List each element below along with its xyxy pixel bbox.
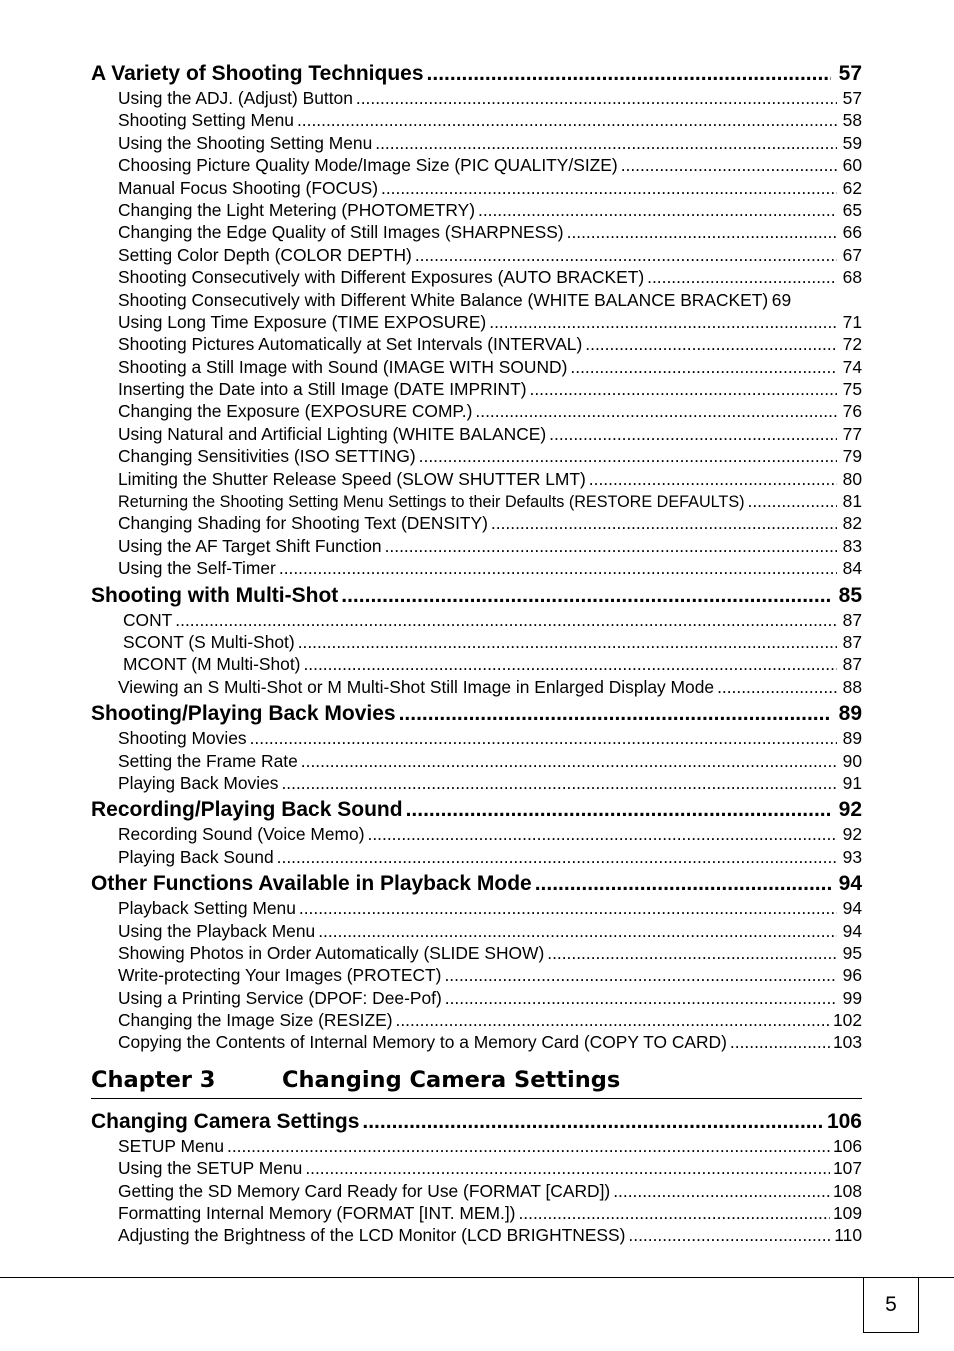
dot-leader [406, 797, 831, 823]
toc-entry [91, 676, 862, 698]
footer-rule [0, 1277, 954, 1278]
toc-entry [91, 154, 862, 176]
toc-entry-title: Changing Shading for Shooting Text (DENSITY) [118, 513, 488, 534]
toc-page-number: 85 [838, 583, 862, 607]
toc-entry-title: Shooting a Still Image with Sound (IMAGE WITH SOUND) [118, 356, 568, 377]
dot-leader [489, 311, 837, 333]
toc-entry [91, 964, 862, 986]
dot-leader [444, 964, 837, 986]
toc-entry [91, 846, 862, 868]
toc-entry-title: Using the Playback Menu [118, 920, 316, 941]
toc-section [91, 871, 862, 897]
toc-page-number: 82 [842, 513, 862, 534]
toc-section [91, 701, 862, 727]
toc-entry [91, 221, 862, 243]
toc-page-number: 80 [842, 468, 862, 489]
toc-page-number: 58 [842, 110, 862, 131]
dot-leader [567, 221, 837, 243]
dot-leader [717, 676, 837, 698]
toc-entry [91, 87, 862, 109]
toc-page-number: 77 [842, 423, 862, 444]
toc-entry [91, 1202, 862, 1224]
toc-page-number: 87 [842, 609, 862, 630]
toc-entry [91, 727, 862, 749]
dot-leader [279, 557, 837, 579]
dot-leader [589, 468, 837, 490]
toc-entry [91, 132, 862, 154]
dot-leader [368, 823, 838, 845]
dot-leader [305, 1157, 830, 1179]
dot-leader [530, 378, 838, 400]
toc-entry-title: Using the SETUP Menu [118, 1158, 303, 1179]
chapter-number: Chapter 3 [91, 1066, 216, 1093]
dot-leader [613, 1180, 830, 1202]
toc-entry-title: Changing the Light Metering (PHOTOMETRY) [118, 199, 475, 220]
toc-entry-title: Other Functions Available in Playback Mode [91, 872, 532, 896]
toc-entry-title: Setting Color Depth (COLOR DEPTH) [118, 244, 412, 265]
toc-page-number: 66 [842, 222, 862, 243]
toc-page-number: 87 [842, 654, 862, 675]
toc-entry-title: Using a Printing Service (DPOF: Dee-Pof) [118, 987, 442, 1008]
toc-page-number: 110 [834, 1225, 862, 1246]
toc-entry [91, 199, 862, 221]
dot-leader [647, 266, 837, 288]
toc-entry [91, 772, 862, 794]
toc-entry-title: Showing Photos in Order Automatically (SLIDE SHOW) [118, 942, 545, 963]
toc-page-number: 95 [842, 942, 862, 963]
toc-page-number: 94 [838, 872, 862, 896]
dot-leader [299, 897, 837, 919]
toc-entry-title: Using the ADJ. (Adjust) Button [118, 88, 353, 108]
dot-leader [341, 583, 831, 609]
toc-entry [91, 468, 862, 490]
toc-entry-title: Using Natural and Artificial Lighting (WHITE BALANCE) [118, 423, 547, 444]
toc-entry-title: Playing Back Movies [118, 772, 279, 793]
toc-page-number: 89 [842, 728, 862, 749]
dot-leader [356, 87, 837, 109]
toc-entry-title: Shooting Consecutively with Different Exposures (AUTO BRACKET) [118, 267, 645, 288]
toc-page-number: 99 [842, 987, 862, 1008]
dot-leader [318, 920, 837, 942]
toc-entry-title: Shooting Consecutively with Different White Balance (WHITE BALANCE BRACKET) [118, 289, 769, 310]
toc-page-number: 92 [838, 798, 862, 822]
dot-leader [628, 1224, 831, 1246]
toc-entry [91, 750, 862, 772]
toc-entry [91, 289, 862, 311]
toc-page-number: 96 [842, 965, 862, 986]
dot-leader [277, 846, 837, 868]
toc-page-number: 68 [842, 267, 862, 288]
toc-entry-title: Viewing an S Multi-Shot or M Multi-Shot Still Image in Enlarged Display Mode [118, 676, 715, 697]
toc-entry [91, 557, 862, 579]
toc-page-number: 107 [832, 1158, 862, 1179]
toc-page-number: 93 [842, 846, 862, 867]
toc-page-number: 84 [842, 558, 862, 579]
toc-section [91, 797, 862, 823]
toc-entry-title: Changing the Image Size (RESIZE) [118, 1010, 393, 1031]
toc-entry-title: Setting the Frame Rate [118, 750, 298, 771]
toc-section [91, 61, 862, 87]
toc-page-number: 94 [842, 898, 862, 919]
dot-leader [303, 653, 837, 675]
toc-entry-title: Limiting the Shutter Release Speed (SLOW SHUTTER LMT) [118, 468, 586, 489]
toc-entry-title: Playback Setting Menu [118, 898, 296, 919]
toc-page-number: 72 [842, 334, 862, 355]
toc-page-number: 74 [842, 356, 862, 377]
toc-page-number: 76 [842, 401, 862, 422]
toc-entry [91, 920, 862, 942]
toc-entry [91, 378, 862, 400]
toc-page-number: 67 [842, 244, 862, 265]
toc-entry-title: Using the Shooting Setting Menu [118, 132, 373, 153]
toc-entry-title: Using the AF Target Shift Function [118, 535, 382, 556]
toc-entry-title: A Variety of Shooting Techniques [91, 62, 424, 85]
dot-leader [730, 1031, 830, 1053]
toc-entry [91, 333, 862, 355]
toc-page-number: 57 [838, 62, 862, 85]
toc-page-number: 88 [842, 676, 862, 697]
toc-entry-title: Inserting the Date into a Still Image (DATE IMPRINT) [118, 379, 527, 400]
dot-leader [362, 1109, 824, 1135]
toc-entry-title: Shooting Setting Menu [118, 110, 294, 131]
toc-entry-title: Playing Back Sound [118, 846, 274, 867]
toc-entry-title: Shooting with Multi-Shot [91, 583, 339, 607]
toc-entry-title: Shooting/Playing Back Movies [91, 702, 396, 726]
dot-leader [748, 490, 837, 512]
toc-entry [91, 177, 862, 199]
toc-page-number: 79 [842, 446, 862, 467]
toc-entry [91, 1135, 862, 1157]
toc-entry-title: Formatting Internal Memory (FORMAT [INT. MEM.]) [118, 1203, 516, 1224]
toc-entry-title: Recording Sound (Voice Memo) [118, 824, 365, 845]
toc-entry [91, 987, 862, 1009]
toc-page-number: 108 [832, 1180, 862, 1201]
toc-entry-title: Using Long Time Exposure (TIME EXPOSURE) [118, 311, 487, 332]
dot-leader [227, 1135, 830, 1157]
dot-leader [547, 942, 837, 964]
dot-leader [415, 244, 837, 266]
toc-entry [91, 631, 862, 653]
dot-leader [585, 333, 837, 355]
toc-page-number: 102 [832, 1010, 862, 1031]
toc-entry [91, 1031, 862, 1053]
toc-page-number: 59 [842, 132, 862, 153]
toc-entry [91, 244, 862, 266]
toc-page-number: 60 [842, 155, 862, 176]
toc-page-number: 87 [842, 631, 862, 652]
toc-entry [91, 1157, 862, 1179]
dot-leader [381, 177, 837, 199]
toc-entry-title: MCONT (M Multi-Shot) [123, 654, 301, 675]
dot-leader [396, 1009, 830, 1031]
toc-entry-title: Recording/Playing Back Sound [91, 798, 403, 822]
page-number: 5 [863, 1277, 919, 1333]
toc-entry-title: Changing Camera Settings [91, 1109, 360, 1133]
dot-leader [491, 512, 837, 534]
dot-leader [445, 987, 837, 1009]
toc-entry [91, 1224, 862, 1246]
toc-page-number: 89 [838, 702, 862, 726]
toc-entry [91, 609, 862, 631]
toc-entry-title: CONT [123, 609, 173, 630]
toc-section [91, 583, 862, 609]
dot-leader [399, 701, 831, 727]
dot-leader [419, 445, 837, 467]
toc-entry [91, 897, 862, 919]
toc-page-number: 83 [842, 535, 862, 556]
toc-entry-title: Changing the Exposure (EXPOSURE COMP.) [118, 401, 473, 422]
toc-page-number: 71 [842, 311, 862, 332]
dot-leader [535, 871, 831, 897]
toc-entry-title: Returning the Shooting Setting Menu Settings to their Defaults (RESTORE DEFAULTS) [118, 493, 745, 512]
toc-page-number: 65 [842, 199, 862, 220]
toc-entry [91, 423, 862, 445]
toc-page-number: 92 [842, 824, 862, 845]
dot-leader [570, 356, 837, 378]
toc-entry [91, 653, 862, 675]
toc-entry [91, 445, 862, 467]
dot-leader [427, 61, 831, 87]
toc-entry-title: Using the Self-Timer [118, 558, 276, 579]
toc-page-number: 62 [842, 177, 862, 198]
toc-entry [91, 400, 862, 422]
toc-page-number: 106 [826, 1109, 862, 1133]
toc-entry [91, 1009, 862, 1031]
toc-entry [91, 535, 862, 557]
dot-leader [297, 109, 837, 131]
toc-section [91, 1109, 862, 1135]
dot-leader [518, 1202, 830, 1224]
toc-page-number: 81 [842, 491, 862, 512]
dot-leader [175, 609, 837, 631]
toc-entry [91, 356, 862, 378]
toc-entry-title: Getting the SD Memory Card Ready for Use (FORMAT [CARD]) [118, 1180, 611, 1201]
toc-entry-title: Changing Sensitivities (ISO SETTING) [118, 446, 416, 467]
table-of-contents [91, 58, 862, 1247]
toc-entry [91, 512, 862, 534]
toc-page-number: 91 [842, 772, 862, 793]
dot-leader [281, 772, 837, 794]
toc-entry [91, 1180, 862, 1202]
toc-entry [91, 490, 862, 512]
toc-page-number: 69 [771, 289, 792, 310]
dot-leader [385, 535, 837, 557]
toc-entry-title: Write-protecting Your Images (PROTECT) [118, 965, 442, 986]
toc-entry [91, 942, 862, 964]
dot-leader [298, 631, 837, 653]
toc-entry [91, 823, 862, 845]
toc-entry-title: Manual Focus Shooting (FOCUS) [118, 177, 378, 198]
toc-page-number: 75 [842, 379, 862, 400]
toc-page-number: 94 [842, 920, 862, 941]
toc-entry-title: SCONT (S Multi-Shot) [123, 631, 295, 652]
toc-entry [91, 266, 862, 288]
dot-leader [475, 400, 837, 422]
toc-entry-title: Shooting Pictures Automatically at Set Intervals (INTERVAL) [118, 334, 583, 355]
toc-page-number: 106 [832, 1135, 862, 1156]
toc-entry [91, 311, 862, 333]
toc-entry-title: Shooting Movies [118, 728, 247, 749]
dot-leader [250, 727, 837, 749]
dot-leader [478, 199, 837, 221]
toc-page-number: 57 [842, 88, 862, 108]
toc-page-number: 103 [832, 1032, 862, 1053]
dot-leader [375, 132, 837, 154]
chapter-heading [91, 1062, 862, 1099]
toc-entry-title: Changing the Edge Quality of Still Images (SHARPNESS) [118, 222, 564, 243]
dot-leader [621, 154, 837, 176]
toc-entry [91, 109, 862, 131]
dot-leader [301, 750, 837, 772]
toc-entry-title: Choosing Picture Quality Mode/Image Size (PIC QUALITY/SIZE) [118, 155, 618, 176]
toc-entry-title: Copying the Contents of Internal Memory to a Memory Card (COPY TO CARD) [118, 1032, 727, 1053]
toc-entry-title: Adjusting the Brightness of the LCD Monitor (LCD BRIGHTNESS) [118, 1225, 626, 1246]
toc-page-number: 90 [842, 750, 862, 771]
dot-leader [549, 423, 837, 445]
chapter-title: Changing Camera Settings [282, 1066, 621, 1093]
toc-entry-title: SETUP Menu [118, 1135, 224, 1156]
toc-page-number: 109 [832, 1203, 862, 1224]
